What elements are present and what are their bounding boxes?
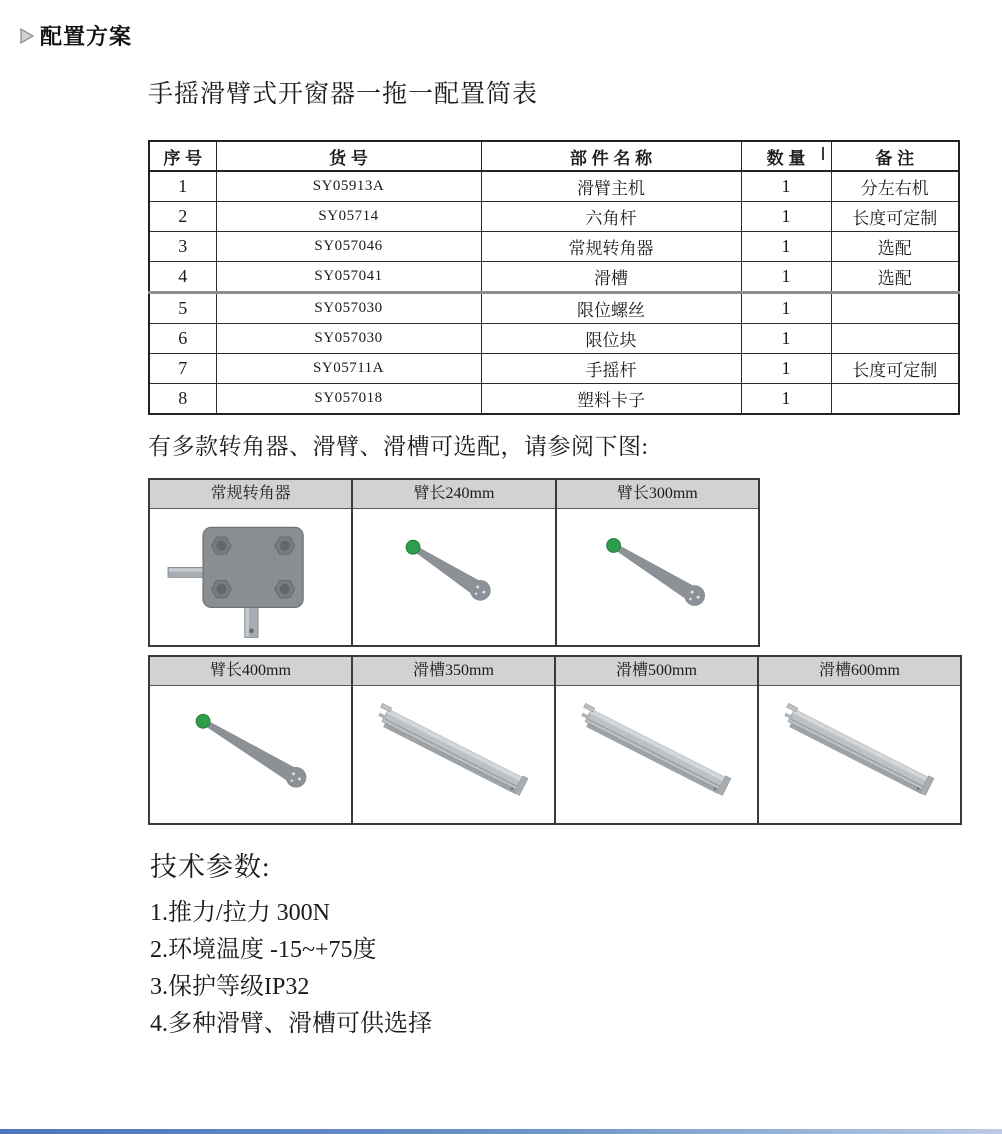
table-cell: 滑槽	[481, 262, 741, 293]
table-cell: SY057018	[216, 384, 481, 415]
table-cell: 选配	[831, 262, 959, 293]
option-panel	[351, 480, 554, 645]
table-cell: 六角杆	[481, 202, 741, 232]
panel-label: 滑槽500mm	[556, 657, 757, 686]
option-panel	[150, 480, 351, 645]
panel-label: 臂长400mm	[150, 657, 351, 686]
table-cell: 1	[149, 171, 216, 202]
table-cell	[831, 324, 959, 354]
table-cell: 8	[149, 384, 216, 415]
table-cell: 分左右机	[831, 171, 959, 202]
rail-image	[759, 686, 960, 823]
option-row-2	[148, 655, 962, 825]
table-cell: 3	[149, 232, 216, 262]
table-cell: 1	[741, 354, 831, 384]
table-cell: 1	[741, 324, 831, 354]
option-panel	[554, 657, 757, 823]
option-panel	[351, 657, 554, 823]
table-header-cell: 备 注	[831, 141, 959, 171]
panel-label: 滑槽600mm	[759, 657, 960, 686]
rail-image	[556, 686, 757, 823]
table-cell: 1	[741, 171, 831, 202]
table-row	[149, 202, 959, 232]
table-cell: 4	[149, 262, 216, 293]
table-row	[149, 324, 959, 354]
panel-label: 滑槽350mm	[353, 657, 554, 686]
tech-param-item: 3.保护等级IP32	[150, 974, 310, 1000]
table-row	[149, 232, 959, 262]
table-cell: 1	[741, 232, 831, 262]
table-cell: 1	[741, 384, 831, 415]
section-header	[20, 20, 132, 51]
table-cell: 滑臂主机	[481, 171, 741, 202]
table-cell: 1	[741, 202, 831, 232]
option-panel	[757, 657, 960, 823]
arm-400-image	[150, 686, 351, 823]
table-header-row	[149, 141, 959, 171]
table-cell: 6	[149, 324, 216, 354]
table-cell: 选配	[831, 232, 959, 262]
table-row	[149, 384, 959, 415]
table-cell	[831, 293, 959, 324]
scan-artifact-tick	[822, 147, 824, 160]
config-table	[148, 140, 960, 415]
table-header-cell: 部 件 名 称	[481, 141, 741, 171]
table-cell: 1	[741, 262, 831, 293]
table-title: 手摇滑臂式开窗器一拖一配置简表	[148, 81, 539, 108]
table-header-cell: 货 号	[216, 141, 481, 171]
rail-image	[353, 686, 554, 823]
option-row-1	[148, 478, 760, 647]
table-cell: 限位螺丝	[481, 293, 741, 324]
table-cell: 7	[149, 354, 216, 384]
tech-params-heading: 技术参数:	[150, 852, 271, 882]
corner-drive-image	[150, 509, 351, 645]
table-cell: 常规转角器	[481, 232, 741, 262]
page-title: 配置方案	[40, 24, 133, 49]
table-row	[149, 171, 959, 202]
table-cell: 手摇杆	[481, 354, 741, 384]
panel-label: 常规转角器	[150, 480, 351, 509]
tech-param-item: 4.多种滑臂、滑槽可供选择	[150, 1011, 432, 1037]
option-panel	[555, 480, 758, 645]
table-cell: 2	[149, 202, 216, 232]
arm-300-image	[557, 509, 758, 645]
tech-param-item: 2.环境温度 -15~+75度	[150, 937, 377, 963]
table-header-cell: 数 量	[741, 141, 831, 171]
table-cell: 限位块	[481, 324, 741, 354]
table-cell: 长度可定制	[831, 354, 959, 384]
tech-param-item: 1.推力/拉力 300N	[150, 900, 330, 926]
table-cell: SY05714	[216, 202, 481, 232]
table-row	[149, 293, 959, 324]
table-cell: 1	[741, 293, 831, 324]
table-cell: SY057030	[216, 293, 481, 324]
table-cell: 塑料卡子	[481, 384, 741, 415]
table-cell: SY057041	[216, 262, 481, 293]
table-cell	[831, 384, 959, 415]
table-cell: SY05711A	[216, 354, 481, 384]
table-cell: 长度可定制	[831, 202, 959, 232]
options-note: 有多款转角器、滑臂、滑槽可选配，请参阅下图:	[148, 434, 649, 459]
panel-label: 臂长300mm	[557, 480, 758, 509]
bottom-accent-bar	[0, 1129, 1002, 1134]
arm-240-image	[353, 509, 554, 645]
table-row	[149, 354, 959, 384]
table-cell: SY05913A	[216, 171, 481, 202]
table-cell: SY057046	[216, 232, 481, 262]
triangle-marker-icon	[20, 28, 34, 44]
table-header-cell: 序 号	[149, 141, 216, 171]
table-cell: 5	[149, 293, 216, 324]
tech-params-list	[150, 895, 432, 1043]
table-cell: SY057030	[216, 324, 481, 354]
panel-label: 臂长240mm	[353, 480, 554, 509]
table-row	[149, 262, 959, 293]
option-panel	[150, 657, 351, 823]
